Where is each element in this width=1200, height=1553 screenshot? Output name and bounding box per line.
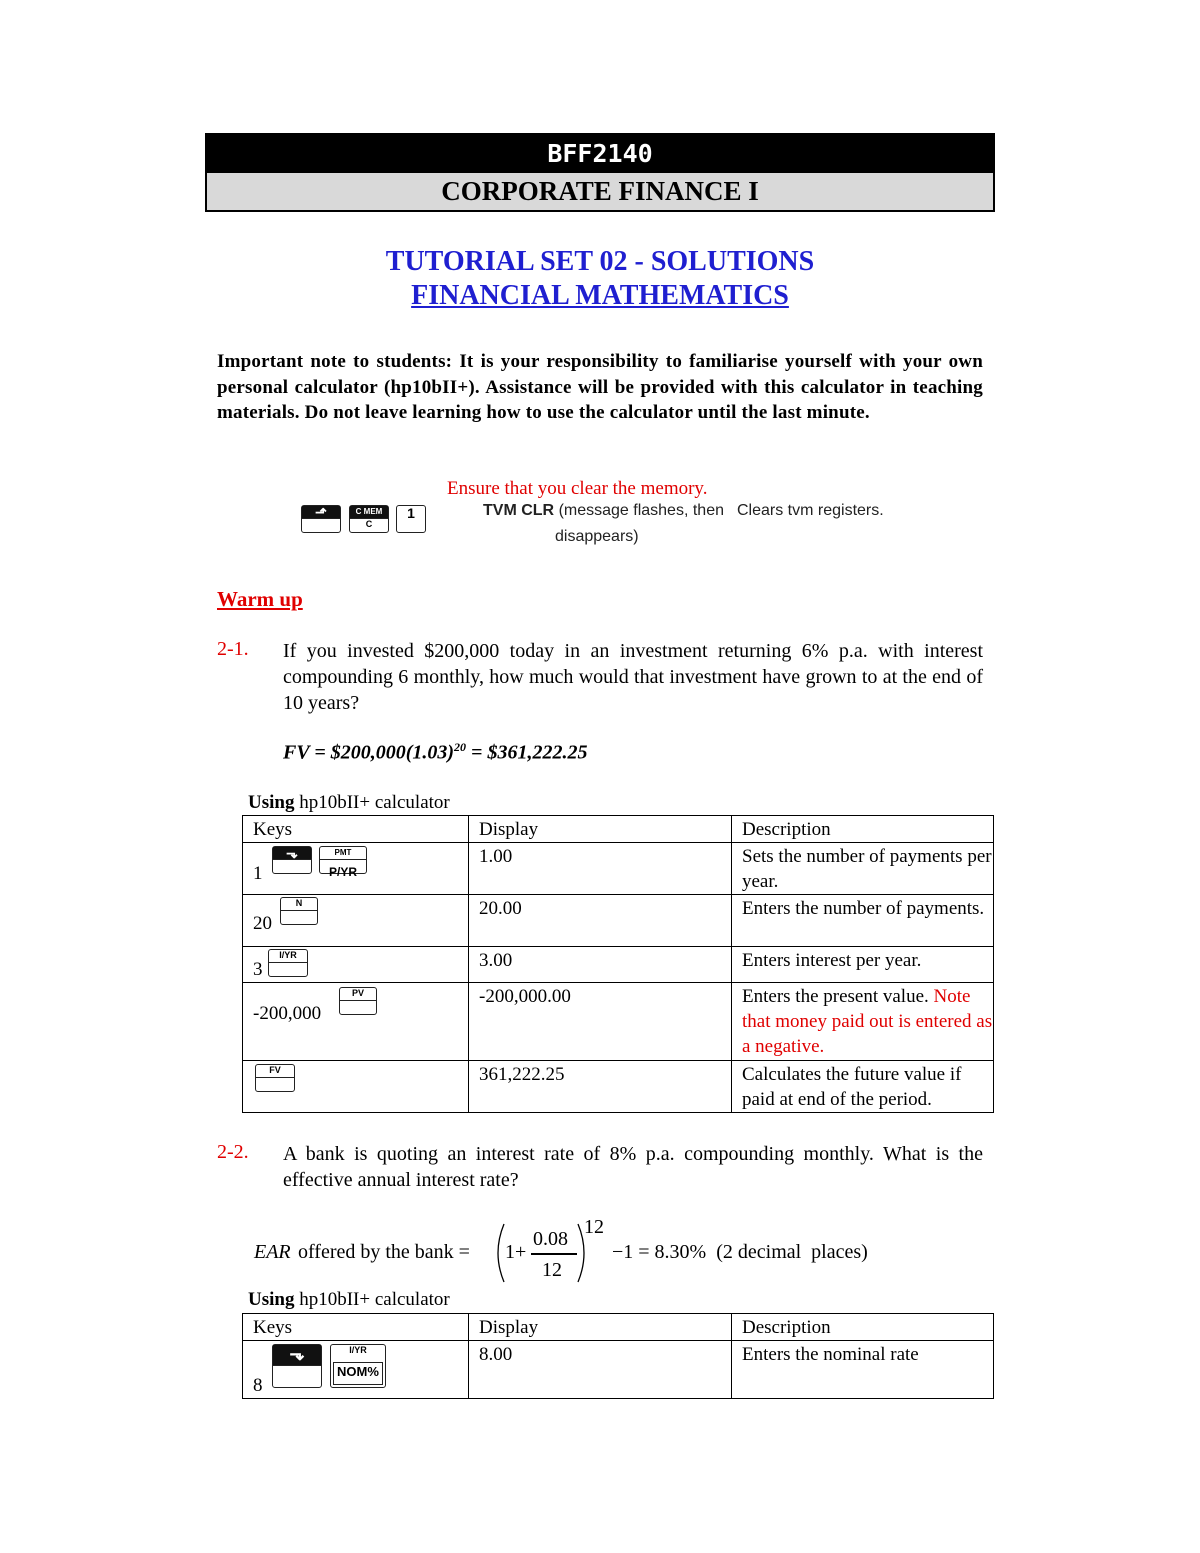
tvm-clr-paren: (message flashes, then xyxy=(558,502,724,519)
tvm-clr-text xyxy=(483,502,724,520)
description-text: Enters the nominal rate xyxy=(742,1344,919,1365)
using-calculator-caption xyxy=(248,1289,450,1311)
course-code: BFF2140 xyxy=(547,138,653,168)
description-note: Note that money paid out is entered as a negative. xyxy=(742,986,993,1057)
calculator-steps-table-2 xyxy=(242,1313,994,1399)
header-keys: Keys xyxy=(243,816,469,843)
exponent: 12 xyxy=(584,1216,604,1238)
course-code-bar xyxy=(205,133,995,173)
ear-text: offered by the bank = xyxy=(298,1241,470,1263)
using-rest: hp10bII+ calculator xyxy=(294,792,450,813)
question-text: If you invested $200,000 today in an investment returning 6% p.a. with interest compounding 6 monthly, how much would that investment have grown to at the end of 10 years? xyxy=(283,640,983,714)
table-row xyxy=(243,843,994,895)
key-number: -200,000 xyxy=(253,1003,322,1024)
clears-registers-text: Clears tvm registers. xyxy=(737,502,884,519)
ear-result: −1 = 8.30% (2 decimal places) xyxy=(612,1241,868,1263)
pyr-key-icon: PMT P/YR xyxy=(319,846,367,874)
warm-up-heading: Warm up xyxy=(217,587,303,611)
question-number: 2-2. xyxy=(217,1141,249,1163)
shift-key-icon: ⬎ xyxy=(272,1344,322,1388)
subject-title-text: FINANCIAL MATHEMATICS xyxy=(411,280,789,311)
one-key-icon: 1 xyxy=(396,505,426,533)
important-note: Important note to students: It is your responsibility to familiarise yourself with your own personal calculator (hp10bII+). Assistance will be provided with this calculator in teaching materials. Do not leave learning how to use the calculator until the last minute. xyxy=(217,351,983,423)
display-value: 361,222.25 xyxy=(469,1061,732,1113)
course-name-bar xyxy=(205,173,995,212)
display-value: 20.00 xyxy=(469,895,732,947)
header-keys: Keys xyxy=(243,1314,469,1341)
tvm-clr-label: TVM CLR xyxy=(483,502,555,519)
one-plus: 1+ xyxy=(505,1241,527,1263)
question-text: A bank is quoting an interest rate of 8% p.a. compounding monthly. What is the effective annual interest rate? xyxy=(283,1143,983,1191)
disappears-text: disappears) xyxy=(555,528,639,545)
table-row xyxy=(243,1341,994,1399)
key-number: 1 xyxy=(253,863,263,884)
using-bold: Using xyxy=(248,1289,295,1310)
display-value: 3.00 xyxy=(469,947,732,983)
table-header-row xyxy=(243,816,994,843)
key-number: 8 xyxy=(253,1375,263,1396)
fraction-denominator: 12 xyxy=(542,1259,562,1281)
using-calculator-caption xyxy=(248,792,450,814)
tutorial-title: TUTORIAL SET 02 - SOLUTIONS xyxy=(385,246,815,277)
description-text: Sets the number of payments per year. xyxy=(742,846,992,892)
course-name: CORPORATE FINANCE I xyxy=(441,176,759,206)
clear-memory-heading: Ensure that you clear the memory. xyxy=(447,478,708,499)
description-text: Enters interest per year. xyxy=(742,950,922,971)
display-value: -200,000.00 xyxy=(469,983,732,1061)
n-key-icon: N xyxy=(280,897,318,925)
calculator-steps-table xyxy=(242,815,994,1113)
header-description: Description xyxy=(732,816,994,843)
table-header-row xyxy=(243,1314,994,1341)
question-number: 2-1. xyxy=(217,638,249,660)
table-row xyxy=(243,1061,994,1113)
header-display: Display xyxy=(469,1314,732,1341)
header-display: Display xyxy=(469,816,732,843)
shift-key-icon: ⬎ xyxy=(272,846,312,874)
ear-label: EAR xyxy=(254,1241,291,1263)
iyr-key-icon: I/YR xyxy=(268,949,308,977)
subject-title xyxy=(0,280,1200,312)
description-text: Calculates the future value if paid at end of the period. xyxy=(742,1064,962,1110)
table-row xyxy=(243,983,994,1061)
fv-formula-exponent: 20 xyxy=(454,740,467,754)
nom-key-icon: I/YR NOM% xyxy=(330,1344,386,1388)
key-number: 3 xyxy=(253,959,263,980)
using-rest: hp10bII+ calculator xyxy=(294,1289,450,1310)
table-row xyxy=(243,895,994,947)
pv-key-icon: PV xyxy=(339,987,377,1015)
fv-formula-a: FV = $200,000(1.03) xyxy=(283,741,455,764)
display-value: 8.00 xyxy=(469,1341,732,1399)
header-description: Description xyxy=(732,1314,994,1341)
shift-key-icon: ⬏ xyxy=(301,505,341,533)
fv-key-icon: FV xyxy=(255,1064,295,1092)
cmem-key-icon: C MEM C xyxy=(349,505,389,533)
description-text: Enters the number of payments. xyxy=(742,898,985,919)
display-value: 1.00 xyxy=(469,843,732,895)
ear-formula xyxy=(254,1216,954,1286)
description-text: Enters the present value. xyxy=(742,986,929,1007)
using-bold: Using xyxy=(248,792,295,813)
table-row xyxy=(243,947,994,983)
fraction-bar xyxy=(531,1253,577,1255)
fraction-numerator: 0.08 xyxy=(533,1228,568,1250)
key-number: 20 xyxy=(253,913,272,934)
fv-formula-b: = $361,222.25 xyxy=(466,741,588,764)
fv-formula xyxy=(283,740,587,765)
